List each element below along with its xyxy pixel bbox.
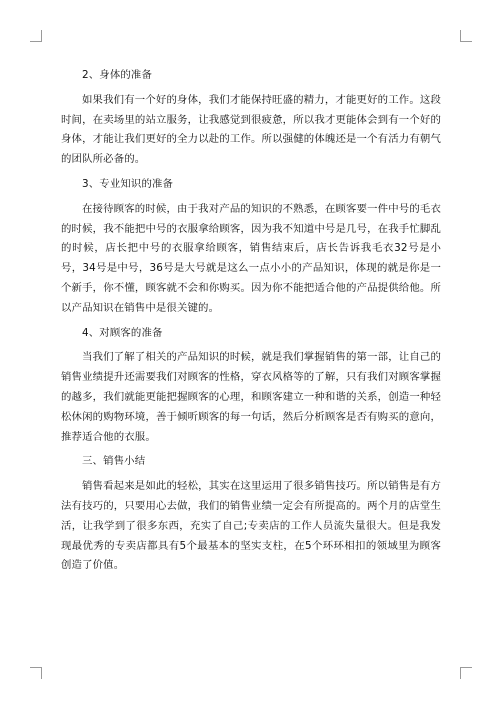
document-body	[61, 66, 441, 581]
crop-mark-top-right	[460, 30, 472, 42]
crop-mark-bottom-right	[460, 667, 472, 679]
section-heading-customer-prep: 4、对顾客的准备	[82, 326, 163, 339]
section-heading-sales-summary: 三、销售小结	[82, 455, 146, 468]
paragraph-customer-prep: 当我们了解了相关的产品知识的时候，就是我们掌握销售的第一部，让自己的销售业绩提升还需要我们对顾客的性格，穿衣风格等的了解，只有我们对顾客掌握的越多，我们就能更能把握顾客的心理，和顾客建立一种和谐的关系，创造一种轻松休闲的购物环境，善于倾听顾客的每一句话，然后分析顾客是否有购买的意向，推荐适合他的衣服。	[61, 351, 441, 443]
section-heading-body-prep: 2、身体的准备	[82, 69, 153, 81]
section-heading-knowledge-prep: 3、专业知识的准备	[82, 177, 174, 190]
paragraph-sales-summary: 销售看起来是如此的轻松，其实在这里运用了很多销售技巧。所以销售是有方法有技巧的，只要用心去做，我们的销售业绩一定会有所提高的。两个月的店堂生活，让我学到了很多东西，充实了自己;专卖店的工作人员流失量很大。但是我发现最优秀的专卖店都具有5个最基本的坚实支柱，在5个环环相扣的领域里为顾客创造了价值。	[61, 480, 441, 572]
crop-mark-top-left	[30, 30, 42, 42]
paragraph-body-prep: 如果我们有一个好的身体，我们才能保持旺盛的精力，才能更好的工作。这段时间，在卖场里的站立服务，让我感觉到很疲惫，所以我才更能体会到有一个好的身体，才能让我们更好的全力以赴的工作。所以强健的体魄还是一个有活力有朝气的团队所必备的。	[61, 93, 441, 166]
paragraph-knowledge-prep: 在接待顾客的时候，由于我对产品的知识的不熟悉，在顾客要一件中号的毛衣的时候，我不能把中号的衣服拿给顾客，因为我不知道中号是几号，在我手忙脚乱的时候，店长把中号的衣服拿给顾客，销售结束后，店长告诉我毛衣32号是小号，34号是中号，36号是大号就是这么一点小小的产品知识，体现的就是你是一个新手，你不懂，顾客就不会和你购买。因为你不能把适合他的产品提供给他。所以产品知识在销售中是很关键的。	[61, 202, 441, 314]
crop-mark-bottom-left	[30, 667, 42, 679]
